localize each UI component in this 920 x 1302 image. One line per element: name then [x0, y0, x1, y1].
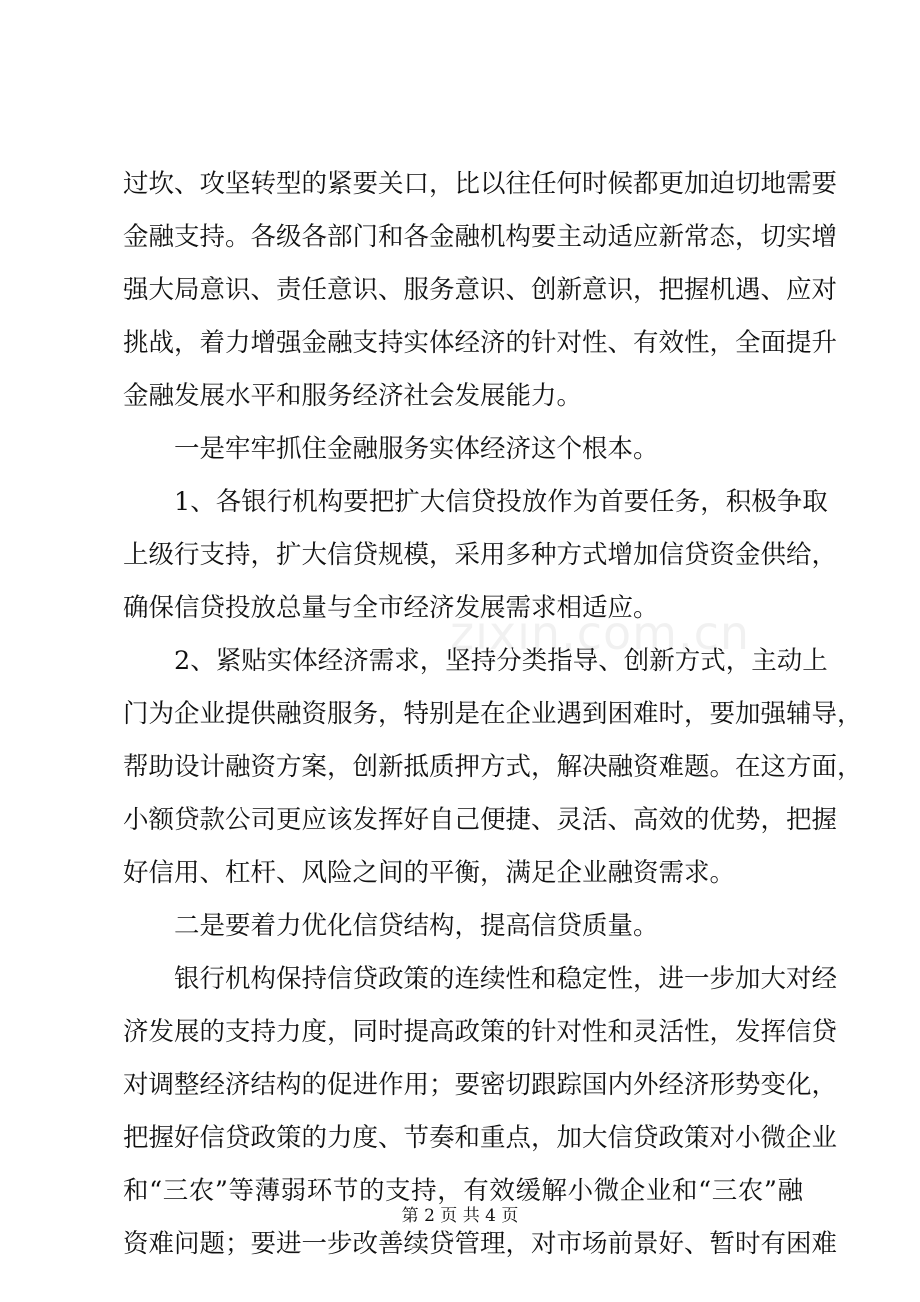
text-line: 过坎、攻坚转型的紧要关口，比以往任何时候都更加迫切地需要: [123, 169, 838, 199]
text-line: 强大局意识、责任意识、服务意识、创新意识，把握机遇、应对: [123, 275, 838, 305]
text-line: 济发展的支持力度，同时提高政策的针对性和灵活性，发挥信贷: [123, 1017, 838, 1047]
text-line: 把握好信贷政策的力度、节奏和重点，加大信贷政策对小微企业: [123, 1123, 838, 1153]
text-line: 帮助设计融资方案，创新抵质押方式，解决融资难题。在这方面，: [123, 752, 863, 782]
text-line: 上级行支持，扩大信贷规模，采用多种方式增加信贷资金供给，: [123, 540, 838, 570]
text-line: 和“三农”等薄弱环节的支持，有效缓解小微企业和“三农”融: [123, 1176, 803, 1206]
text-line: 确保信贷投放总量与全市经济发展需求相适应。: [123, 593, 659, 623]
text-line: 金融发展水平和服务经济社会发展能力。: [123, 381, 583, 411]
page-footer: 第 2 页 共 4 页: [401, 1206, 519, 1226]
text-line: 好信用、杠杆、风险之间的平衡，满足企业融资需求。: [123, 858, 736, 888]
text-line: 小额贷款公司更应该发挥好自己便捷、灵活、高效的优势，把握: [123, 805, 838, 835]
text-line: 银行机构保持信贷政策的连续性和稳定性，进一步加大对经: [174, 964, 838, 994]
text-line: 一是牢牢抓住金融服务实体经济这个根本。: [174, 434, 659, 464]
text-line: 二是要着力优化信贷结构，提高信贷质量。: [174, 911, 659, 941]
text-line: 资难问题；要进一步改善续贷管理，对市场前景好、暂时有困难: [123, 1229, 838, 1259]
text-line: 挑战，着力增强金融支持实体经济的针对性、有效性，全面提升: [123, 328, 838, 358]
text-line: 1、各银行机构要把扩大信贷投放作为首要任务，积极争取: [174, 487, 828, 517]
watermark: zixin.com.cn: [450, 606, 751, 660]
text-line: 2、紧贴实体经济需求，坚持分类指导、创新方式，主动上: [174, 646, 828, 676]
document-body: [123, 158, 863, 1271]
text-line: 门为企业提供融资服务，特别是在企业遇到困难时，要加强辅导，: [123, 699, 863, 729]
text-line: 对调整经济结构的促进作用；要密切跟踪国内外经济形势变化，: [123, 1070, 838, 1100]
text-line: 金融支持。各级各部门和各金融机构要主动适应新常态，切实增: [123, 222, 838, 252]
